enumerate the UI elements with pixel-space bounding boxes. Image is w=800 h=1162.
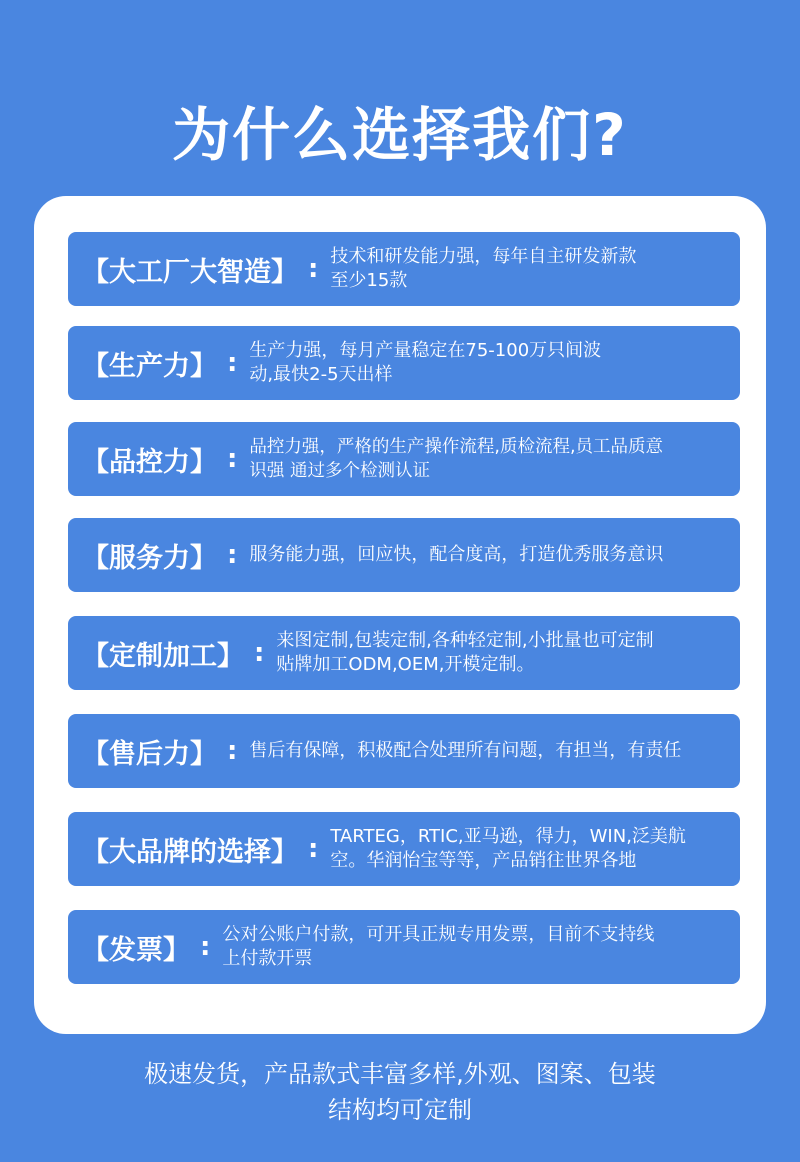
reason-description: 技术和研发能力强，每年自主研发新款 至少15款 [330,246,637,291]
reason-colon: : [254,638,265,668]
reason-row-quality-control [68,422,740,496]
reason-label: 【售后力】 [82,738,217,770]
reason-description: 公对公账户付款，可开具正规专用发票，目前不支持线 上付款开票 [222,924,655,969]
reason-colon: : [227,540,238,570]
reason-row-customization [68,616,740,690]
reason-row-productivity [68,326,740,400]
reason-colon: : [200,932,211,962]
reason-label: 【大工厂大智造】 [82,256,298,288]
page-title: 为什么选择我们? [172,101,628,169]
reason-description: 品控力强，严格的生产操作流程,质检流程,员工品质意 识强 通过多个检测认证 [249,437,664,481]
reason-description: TARTEG，RTIC,亚马逊，得力，WIN,泛美航 空。华润怡宝等等，产品销往世界各地 [330,826,686,871]
reason-colon: : [227,348,238,378]
reason-label: 【大品牌的选择】 [82,836,298,868]
reasons-card [34,196,766,1034]
reason-row-service [68,518,740,592]
reason-description: 来图定制,包装定制,各种轻定制,小批量也可定制 贴牌加工ODM,OEM,开模定制。 [276,630,654,675]
footer-text: 极速发货，产品款式丰富多样,外观、图案、包装 结构均可定制 [144,1060,656,1124]
reason-label: 【定制加工】 [82,640,244,672]
reason-description: 售后有保障，积极配合处理所有问题，有担当，有责任 [249,740,682,761]
reason-colon: : [308,254,319,284]
reason-label: 【生产力】 [82,350,217,382]
reason-row-factory [68,232,740,306]
reason-colon: : [308,834,319,864]
reason-description: 生产力强，每月产量稳定在75-100万只间波 动,最快2-5天出样 [249,340,602,385]
reason-label: 【发票】 [82,934,190,966]
reason-label: 【品控力】 [82,446,217,478]
reason-colon: : [227,736,238,766]
reason-row-after-sales [68,714,740,788]
reason-description: 服务能力强，回应快，配合度高，打造优秀服务意识 [249,544,664,565]
reason-label: 【服务力】 [82,542,217,574]
reason-row-invoice [68,910,740,984]
reason-colon: : [227,444,238,474]
reason-row-brand-choice [68,812,740,886]
